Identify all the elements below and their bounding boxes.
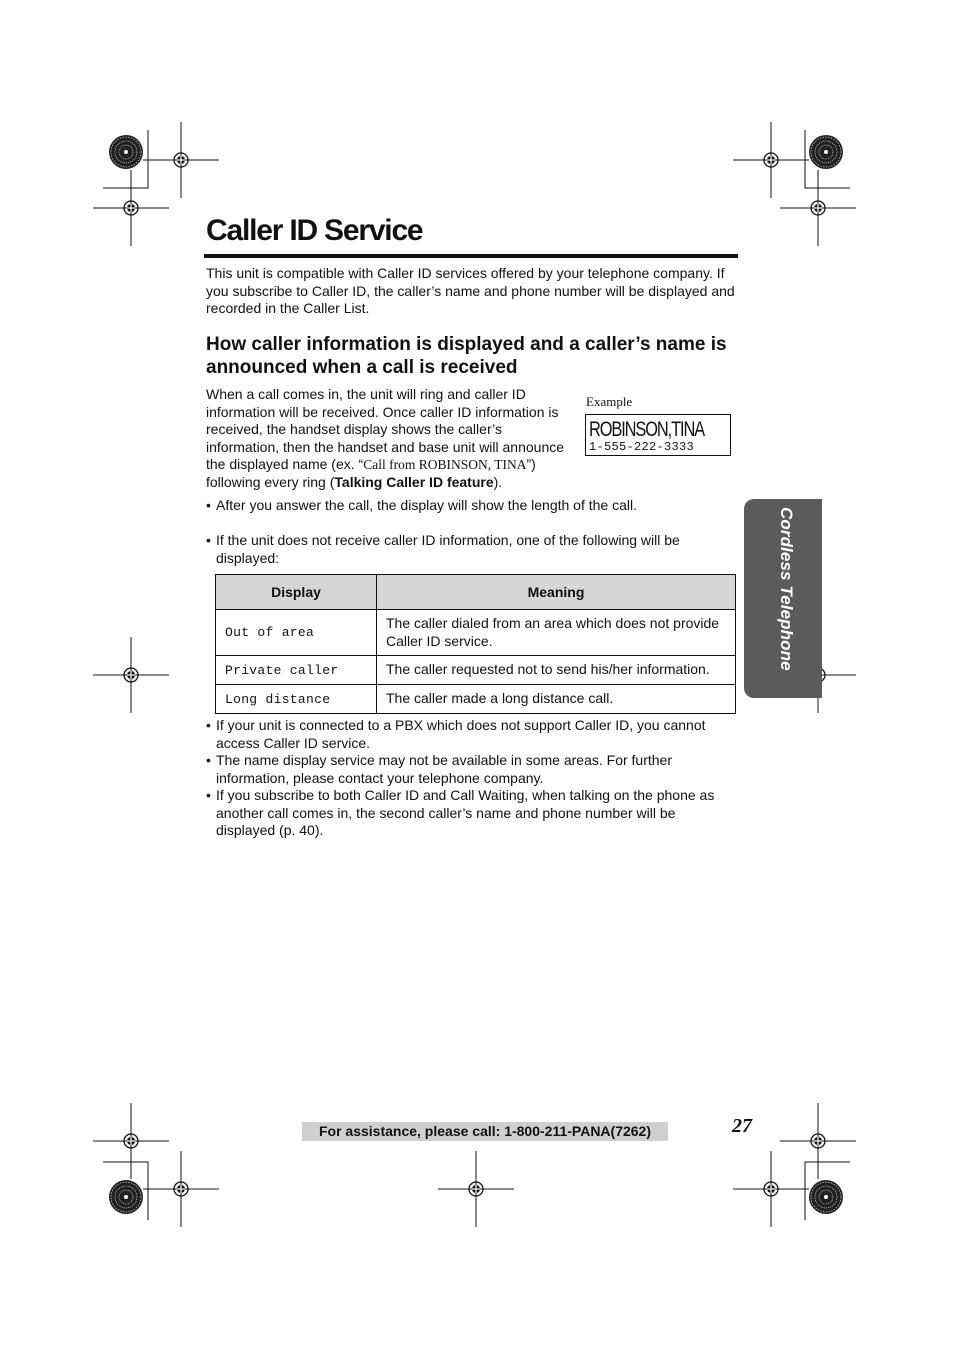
bullet-icon: •	[206, 752, 211, 768]
section-side-tab	[744, 499, 822, 698]
bullet-text: If the unit does not receive caller ID information, one of the following will be displayed:	[216, 532, 680, 566]
bullet-item	[206, 717, 736, 752]
bullet-icon: •	[206, 497, 211, 513]
page-title: Caller ID Service	[206, 214, 423, 247]
bullet-text: After you answer the call, the display will show the length of the call.	[216, 497, 637, 513]
bullet-icon: •	[206, 787, 211, 803]
display-code: Private caller	[216, 656, 377, 685]
body-paragraph	[206, 386, 574, 492]
bullet-text: If you subscribe to both Caller ID and Call Waiting, when talking on the phone as another call comes in, the second caller’s name and phone number will be displayed (p. 40).	[216, 787, 715, 839]
bullet-item	[206, 787, 736, 840]
side-tab-label: Cordless Telephone	[777, 507, 796, 671]
intro-paragraph: This unit is compatible with Caller ID services offered by your telephone company. If you subscribe to Caller ID, the caller’s name and phone number will be displayed and recorded in the Caller List.	[206, 265, 735, 317]
feature-name: Talking Caller ID feature	[334, 473, 494, 490]
bullet-text: If your unit is connected to a PBX which does not support Caller ID, you cannot access Caller ID service.	[216, 717, 706, 751]
section-heading: How caller information is displayed and a caller’s name is announced when a call is received	[206, 334, 727, 378]
bullet-item	[206, 752, 736, 787]
bullet-icon: •	[206, 717, 211, 733]
table-row	[216, 610, 736, 656]
body-text-part3: ).	[493, 473, 503, 490]
display-code: Long distance	[216, 685, 377, 714]
table-header-display: Display	[216, 575, 377, 610]
example-label: Example	[586, 394, 633, 409]
lcd-caller-number: 1-555-222-3333	[589, 440, 695, 454]
example-announcement: Call from ROBINSON, TINA	[363, 457, 527, 473]
bullet-item	[206, 532, 736, 567]
bullet-item	[206, 497, 736, 515]
display-code: Out of area	[216, 610, 377, 656]
body-text-part2: ”) following every ring (	[206, 456, 536, 490]
caller-id-display-table	[215, 574, 736, 714]
table-row	[216, 656, 736, 685]
title-underline	[204, 254, 738, 258]
assistance-footer: For assistance, please call: 1-800-211-PANA(7262)	[302, 1122, 668, 1141]
bullet-text: The name display service may not be available in some areas. For further information, please contact your telephone company.	[216, 752, 672, 786]
lcd-caller-name: ROBINSON,TINA	[589, 418, 705, 441]
display-meaning: The caller dialed from an area which does not provide Caller ID service.	[377, 610, 736, 656]
page-number: 27	[732, 1115, 752, 1137]
lcd-display-example	[585, 414, 731, 456]
display-meaning: The caller made a long distance call.	[377, 685, 736, 714]
bullet-icon: •	[206, 532, 211, 548]
display-meaning: The caller requested not to send his/her information.	[377, 656, 736, 685]
table-row	[216, 685, 736, 714]
table-header-meaning: Meaning	[377, 575, 736, 610]
body-text-part1: When a call comes in, the unit will ring and caller ID information will be received. Once caller ID information is received, the handset display shows the caller’s information, then the handset and base unit will announce the displayed name (ex. “	[206, 386, 565, 473]
